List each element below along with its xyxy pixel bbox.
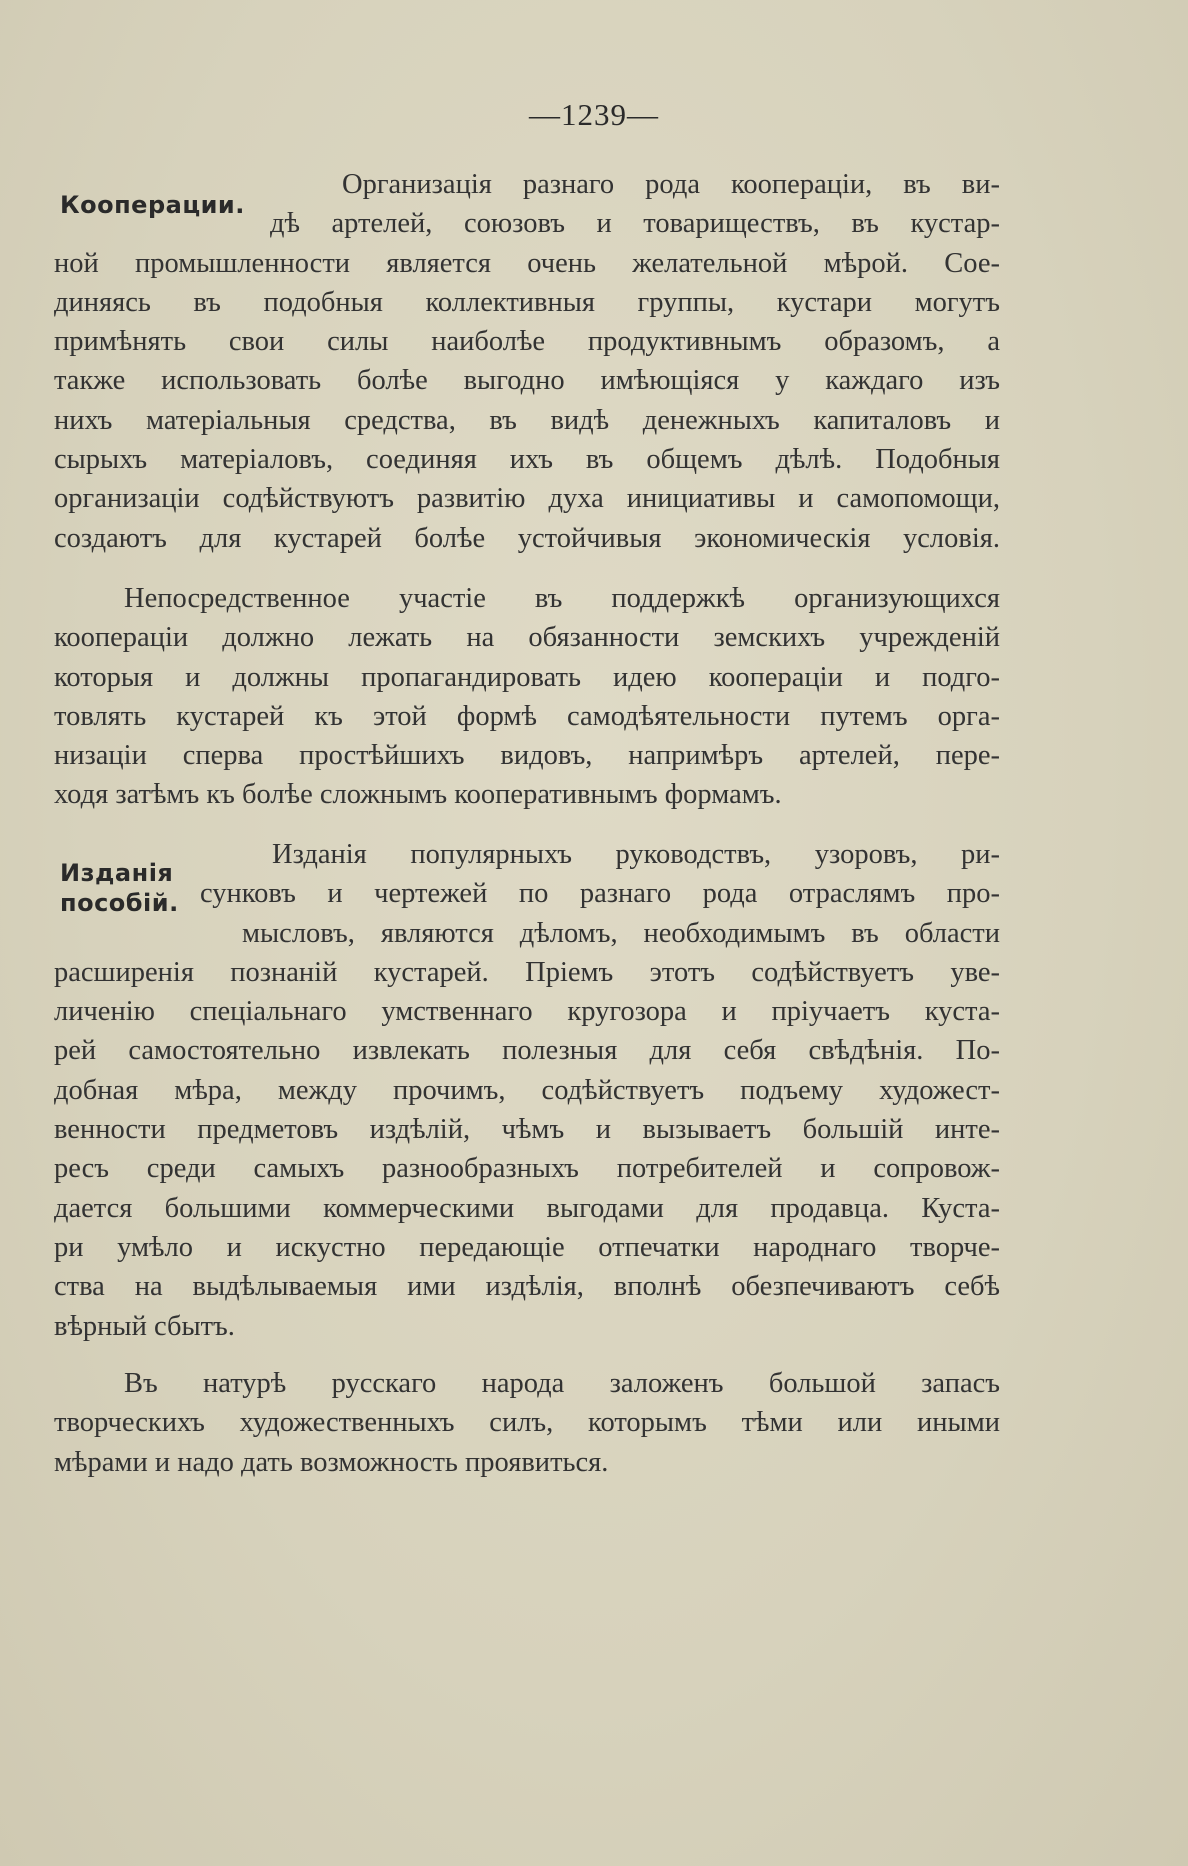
text-line: диняясь въ подобныя коллективныя группы, кустари могутъ <box>54 286 1000 318</box>
text-line: дѣ артелей, союзовъ и товариществъ, въ кустар- <box>270 208 1000 240</box>
text-line: мысловъ, являются дѣломъ, необходимымъ въ области <box>242 917 1000 949</box>
text-line: расширенія познаній кустарей. Пріемъ этотъ содѣйствуетъ уве- <box>54 956 1000 988</box>
text-line: ри умѣло и искустно передающіе отпечатки народнаго творче- <box>54 1231 1000 1263</box>
text-line: коопераціи должно лежать на обязанности земскихъ учрежденій <box>54 622 1000 654</box>
text-line: рей самостоятельно извлекать полезныя для себя свѣдѣнія. По- <box>54 1035 1000 1067</box>
text-line: ходя затѣмъ къ болѣе сложнымъ кооперативнымъ формамъ. <box>54 779 782 811</box>
text-line: создаютъ для кустарей болѣе устойчивыя экономическія условія. <box>54 522 1000 554</box>
side-heading-line: пособій. <box>60 889 179 917</box>
text-line: дается большими коммерческими выгодами для продавца. Куста- <box>54 1192 1000 1224</box>
side-heading-cooperation: Кооперации. <box>60 191 245 219</box>
text-line: также использовать болѣе выгодно имѣющіяся у каждаго изъ <box>54 365 1000 397</box>
text-line: сырыхъ матеріаловъ, соединяя ихъ въ общемъ дѣлѣ. Подобныя <box>54 444 1000 476</box>
text-line: ства на выдѣлываемыя ими издѣлія, вполнѣ обезпечиваютъ себѣ <box>54 1271 1000 1303</box>
text-line: мѣрами и надо дать возможность проявиться. <box>54 1446 609 1478</box>
text-line: примѣнять свои силы наиболѣе продуктивнымъ образомъ, а <box>54 326 1000 358</box>
paragraph-participation <box>54 579 1000 815</box>
text-line: Въ натурѣ русскаго народа заложенъ большой запасъ <box>124 1368 1000 1399</box>
text-line: ресъ среди самыхъ разнообразныхъ потребителей и сопровож- <box>54 1153 1000 1185</box>
text-line: Организація разнаго рода коопераціи, въ ви- <box>342 169 1000 200</box>
text-line: нихъ матеріальныя средства, въ видѣ денежныхъ капиталовъ и <box>54 404 1000 436</box>
text-line: личенію спеціальнаго умственнаго кругозора и пріучаетъ куста- <box>54 996 1000 1028</box>
text-line: сунковъ и чертежей по разнаго рода отраслямъ про- <box>200 878 1000 910</box>
text-line: низаціи сперва простѣйшихъ видовъ, напримѣръ артелей, пере- <box>54 740 1000 772</box>
paragraph-publications <box>54 835 1000 1346</box>
paragraph-cooperation <box>54 165 1000 558</box>
text-line: вѣрный сбытъ. <box>54 1310 235 1342</box>
text-line: организаціи содѣйствуютъ развитію духа инициативы и самопомощи, <box>54 483 1000 515</box>
text-line: Непосредственное участіе въ поддержкѣ организующихся <box>124 583 1000 614</box>
paragraph-conclusion <box>54 1364 1000 1482</box>
text-line: ной промышленности является очень желательной мѣрой. Сое- <box>54 247 1000 279</box>
text-line: добная мѣра, между прочимъ, содѣйствуетъ подъему художест- <box>54 1074 1000 1106</box>
side-heading-line: Изданія <box>60 859 174 887</box>
text-line: творческихъ художественныхъ силъ, которымъ тѣми или иными <box>54 1407 1000 1439</box>
page-number: —1239— <box>529 97 659 132</box>
text-line: Изданія популярныхъ руководствъ, узоровъ, ри- <box>272 839 1000 870</box>
text-line: которыя и должны пропагандировать идею коопераціи и подго- <box>54 661 1000 693</box>
text-line: венности предметовъ издѣлій, чѣмъ и вызываетъ большій инте- <box>54 1114 1000 1146</box>
text-line: товлять кустарей къ этой формѣ самодѣятельности путемъ орга- <box>54 700 1000 732</box>
